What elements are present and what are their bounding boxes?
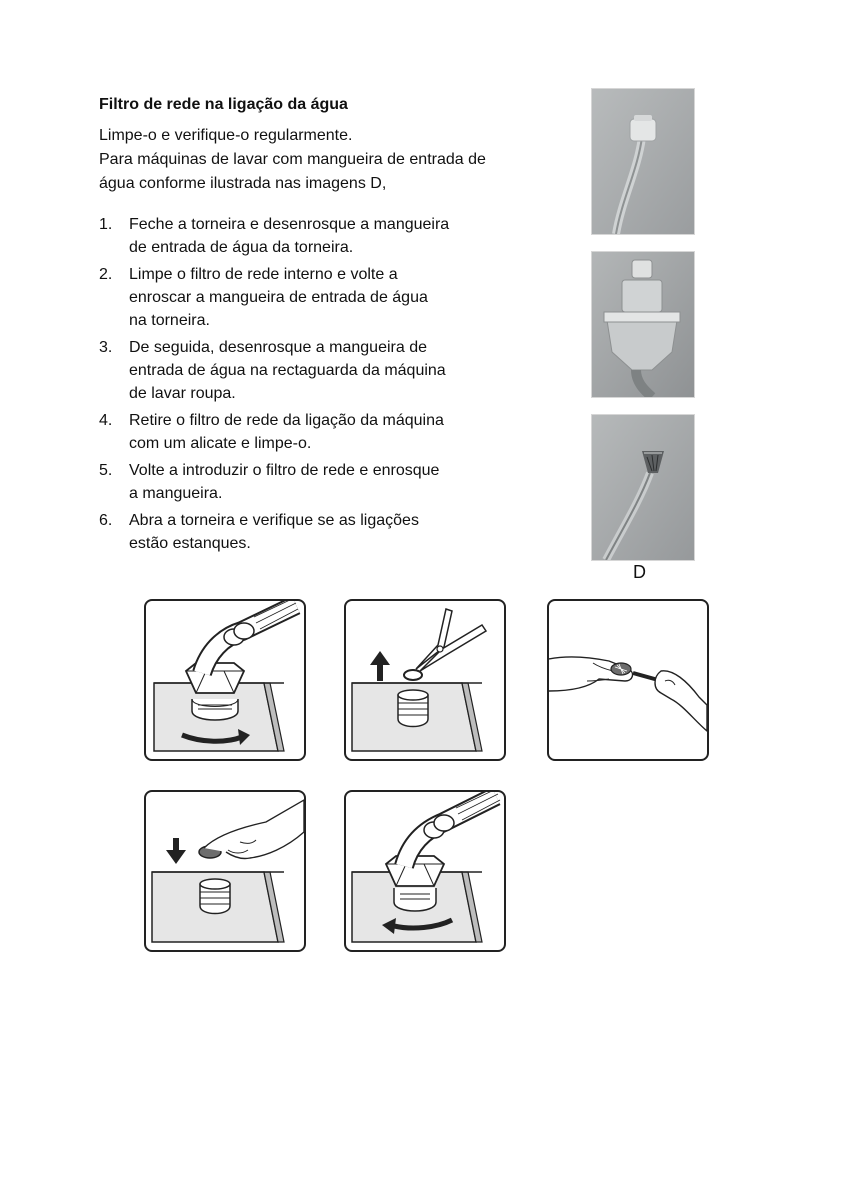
step-number: 6. bbox=[99, 512, 113, 529]
step-item bbox=[99, 409, 519, 455]
hose-connector-photo bbox=[591, 88, 695, 235]
unscrew-hose-illustration bbox=[144, 599, 306, 761]
step-item bbox=[99, 213, 519, 259]
clean-filter-brush-illustration bbox=[547, 599, 709, 761]
instruction-steps bbox=[99, 213, 519, 559]
insert-filter-illustration bbox=[144, 790, 306, 952]
step-number: 3. bbox=[99, 339, 113, 356]
intro-line: Limpe-o e verifique-o regularmente. bbox=[99, 127, 353, 144]
step-item bbox=[99, 263, 519, 332]
step-line: entrada de água na rectaguarda da máquina bbox=[129, 362, 446, 379]
intro-text bbox=[99, 124, 569, 196]
step-number: 4. bbox=[99, 412, 113, 429]
step-line: Abra a torneira e verifique se as ligações bbox=[129, 512, 419, 529]
remove-filter-pliers-illustration bbox=[344, 599, 506, 761]
step-item bbox=[99, 459, 519, 505]
step-line: Feche a torneira e desenrosque a mangueira bbox=[129, 216, 450, 233]
step-line: com um alicate e limpe-o. bbox=[129, 435, 312, 452]
step-line: de entrada de água da torneira. bbox=[129, 239, 354, 256]
hose-valve-photo bbox=[591, 251, 695, 398]
step-line: Limpe o filtro de rede interno e volte a bbox=[129, 266, 398, 283]
hose-filter-photo bbox=[591, 414, 695, 561]
step-line: Volte a introduzir o filtro de rede e enrosque bbox=[129, 462, 440, 479]
step-line: enroscar a mangueira de entrada de água bbox=[129, 289, 428, 306]
step-line: de lavar roupa. bbox=[129, 385, 236, 402]
step-item bbox=[99, 336, 519, 405]
step-line: na torneira. bbox=[129, 312, 210, 329]
step-line: estão estanques. bbox=[129, 535, 251, 552]
step-line: De seguida, desenrosque a mangueira de bbox=[129, 339, 427, 356]
section-heading: Filtro de rede na ligação da água bbox=[99, 96, 348, 113]
step-number: 2. bbox=[99, 266, 113, 283]
step-number: 1. bbox=[99, 216, 113, 233]
screw-hose-back-illustration bbox=[344, 790, 506, 952]
step-line: Retire o filtro de rede da ligação da máquina bbox=[129, 412, 444, 429]
step-number: 5. bbox=[99, 462, 113, 479]
intro-line: água conforme ilustrada nas imagens D, bbox=[99, 175, 387, 192]
step-line: a mangueira. bbox=[129, 485, 223, 502]
step-item bbox=[99, 509, 519, 555]
intro-line: Para máquinas de lavar com mangueira de entrada de bbox=[99, 151, 486, 168]
figure-caption: D bbox=[633, 562, 646, 582]
